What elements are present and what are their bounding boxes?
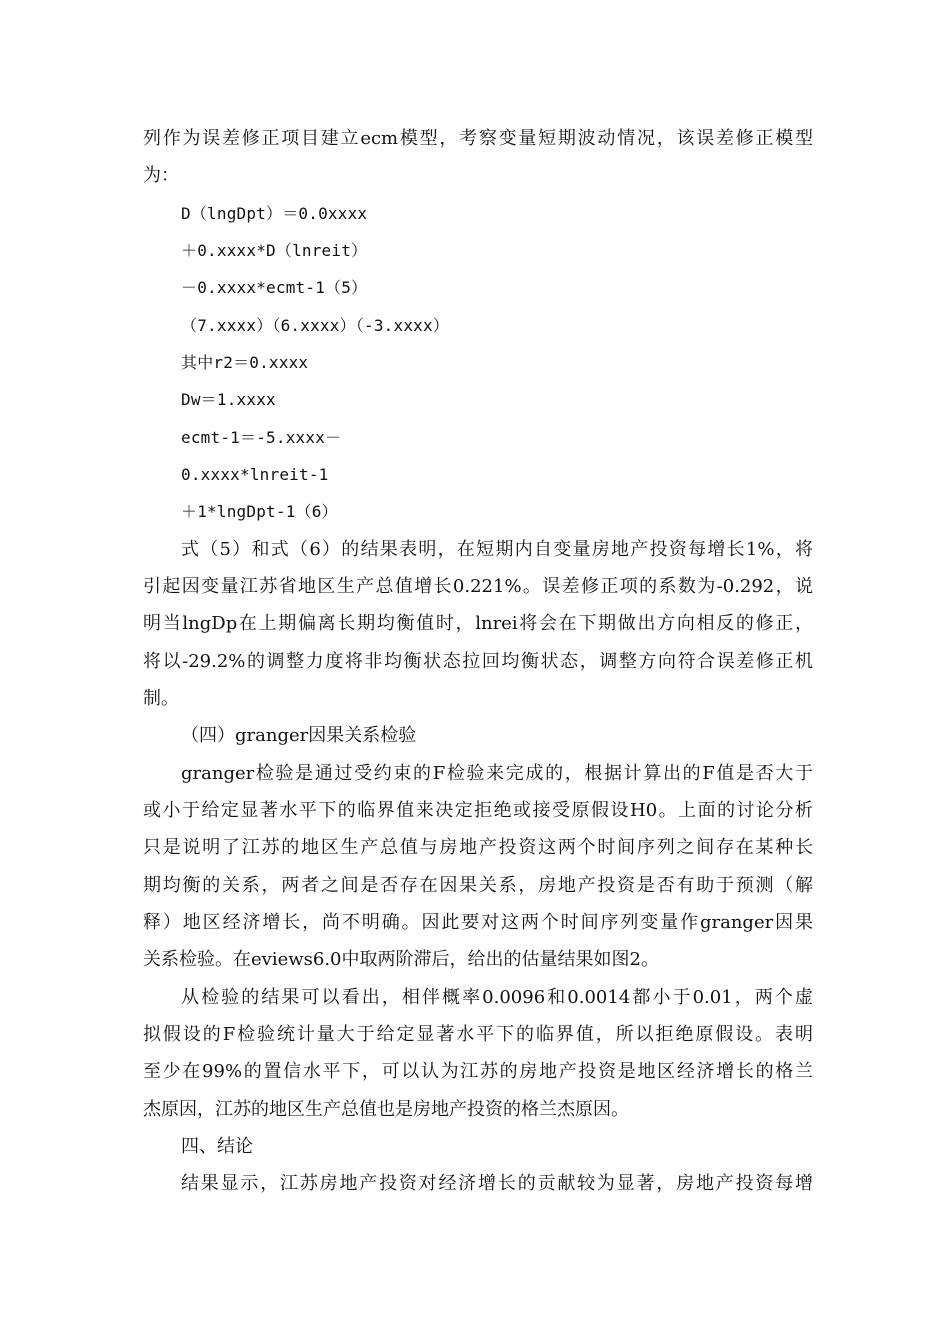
formula-line: ＋1*lngDpt-1（6） [181,502,338,521]
paragraph-1-line: 将以-29.2%的调整力度将非均衡状态拉回均衡状态，调整方向符合误差修正机 [143,651,813,672]
paragraph-2-line: 只是说明了江苏的地区生产总值与房地产投资这两个时间序列之间存在某种长 [143,837,813,858]
formula-line: Dw＝1.xxxx [181,390,276,409]
paragraph-2-line: 或小于给定显著水平下的临界值来决定拒绝或接受原假设H0。上面的讨论分析 [143,800,813,821]
formula-line: 其中r2＝0.xxxx [181,353,309,372]
paragraph-1-line: 制。 [143,688,179,709]
paragraph-4-line: 结果显示，江苏房地产投资对经济增长的贡献较为显著，房地产投资每增 [181,1173,813,1194]
section-heading-conclusion: 四、结论 [181,1136,253,1157]
paragraph-2-line: granger检验是通过受约束的F检验来完成的，根据计算出的F值是否大于 [181,763,813,784]
formula-line: D（lngDpt）＝0.0xxxx [181,204,368,223]
paragraph-1-line: 明当lngDp在上期偏离长期均衡值时，lnrei将会在下期做出方向相反的修正， [143,613,813,634]
paragraph-2-line: 释）地区经济增长，尚不明确。因此要对这两个时间序列变量作granger因果 [143,912,813,933]
formula-line: 0.xxxx*lnreit-1 [181,465,329,484]
formula-line: （7.xxxx）（6.xxxx）（-3.xxxx） [181,316,450,335]
formula-line: ecmt-1＝-5.xxxx－ [181,428,342,447]
paragraph-3-line: 杰原因，江苏的地区生产总值也是房地产投资的格兰杰原因。 [143,1099,629,1120]
paragraph-3-line: 从检验的结果可以看出，相伴概率0.0096和0.0014都小于0.01，两个虚 [181,987,813,1008]
paragraph-3-line: 拟假设的F检验统计量大于给定显著水平下的临界值，所以拒绝原假设。表明 [143,1024,813,1045]
paragraph-2-line: 关系检验。在eviews6.0中取两阶滞后，给出的估量结果如图2。 [143,949,659,970]
paragraph-3-line: 至少在99%的置信水平下，可以认为江苏的房地产投资是地区经济增长的格兰 [143,1061,813,1082]
paragraph-2-line: 期均衡的关系，两者之间是否存在因果关系，房地产投资是否有助于预测（解 [143,875,813,896]
section-heading-granger: （四）granger因果关系检验 [181,725,417,746]
formula-line: －0.xxxx*ecmt-1（5） [181,278,368,297]
formula-line: ＋0.xxxx*D（lnreit） [181,241,368,260]
intro-line-1: 列作为误差修正项目建立ecm模型，考察变量短期波动情况，该误差修正模型 [143,128,813,149]
paragraph-1-line: 引起因变量江苏省地区生产总值增长0.221%。误差修正项的系数为-0.292，说 [143,576,813,597]
paragraph-1-line: 式（5）和式（6）的结果表明，在短期内自变量房地产投资每增长1%，将 [181,539,813,560]
intro-line-2: 为： [143,165,179,186]
